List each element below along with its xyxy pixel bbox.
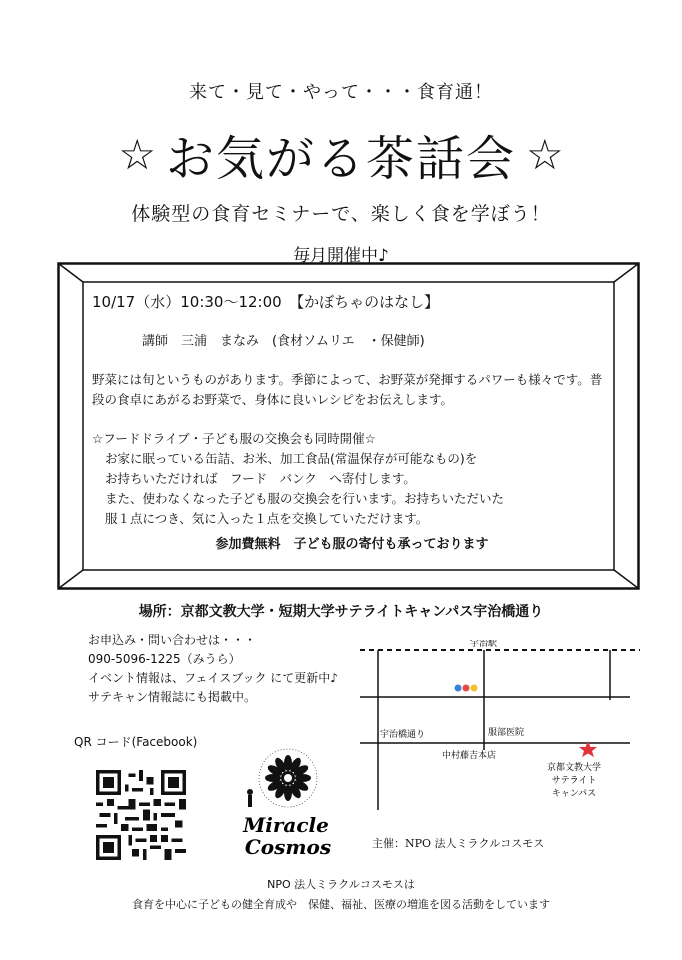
map-label-station: 宇治駅: [470, 640, 498, 649]
event-line: お家に眠っている缶詰、お米、加工食品(常温保存が可能なもの)を: [105, 451, 478, 466]
venue: 場所：京都文教大学・短期大学サテライトキャンパス宇治橋通り: [138, 604, 544, 620]
event-line: お持ちいただければ フード バンク へ寄付します。: [105, 471, 416, 486]
npo-description: 食育を中心に子どもの健全育成や 保健、福祉、医療の増進を図る活動をしています: [132, 898, 550, 911]
contact-line: お申込み・問い合わせは・・・: [88, 633, 257, 647]
event-line: 服１点につき、気に入った１点を交換していただけます。: [105, 511, 429, 526]
event-title: ☆フードドライブ・子ども服の交換会も同時開催☆: [92, 431, 376, 446]
logo-line-2: Cosmos: [244, 835, 332, 859]
qr-label: QR コード(Facebook): [74, 735, 198, 749]
subtitle: 体験型の食育セミナーで、楽しく食を学ぼう！: [131, 203, 551, 225]
access-map: [360, 640, 640, 810]
tagline: 来て・見て・やって・・・食育通！: [189, 82, 493, 103]
map-label-street: 宇治橋通り: [380, 730, 426, 740]
organizer: 主催：NPO 法人ミラクルコスモス: [372, 837, 545, 850]
map-dot-blue: [455, 685, 462, 692]
logo-line-1: Miracle: [243, 813, 329, 837]
title-row: [0, 120, 682, 189]
contact-phone: 090-5096-1225（みうら）: [88, 652, 241, 666]
event-line: また、使わなくなった子ども服の交換会を行います。お持ちいただいた: [105, 491, 505, 506]
contact-info: [88, 631, 338, 707]
session-description: 野菜には旬というものがあります。季節によって、お野菜が発揮するパワーも様々です。普段の食卓にあがるお野菜で、身体に良いレシピをお伝えします。: [92, 372, 603, 407]
map-label-campus-3: キャンパス: [551, 789, 597, 799]
npo-name: NPO 法人ミラクルコスモスは: [267, 878, 415, 891]
monthly-note: 毎月開催中♪: [293, 246, 389, 266]
session-content: [92, 292, 612, 555]
map-label-shop: 中村藤吉本店: [442, 751, 497, 761]
free-note: 参加費無料 子ども服の寄付も承っております: [215, 537, 489, 552]
miracle-cosmos-logo: [228, 748, 344, 864]
page-title: お気がる茶話会: [165, 131, 516, 187]
map-label-clinic: 服部医院: [488, 728, 525, 738]
map-dot-yellow: [471, 685, 478, 692]
session-datetime: 10/17（水）10:30〜12:00 【かぼちゃのはなし】: [92, 293, 440, 311]
map-label-campus-1: 京都文教大学: [546, 763, 602, 773]
map-label-campus-2: サテライト: [551, 776, 597, 786]
contact-line: サテキャン情報誌にも掲載中。: [88, 690, 257, 704]
star-left-icon: ☆: [118, 130, 156, 179]
qr-code-icon[interactable]: [96, 770, 186, 860]
lecturer: 講師 三浦 まなみ (食材ソムリエ ・保健師): [142, 334, 425, 349]
star-right-icon: ☆: [526, 130, 564, 179]
map-dot-red: [463, 685, 470, 692]
contact-line: イベント情報は、フェイスブック にて更新中♪: [88, 671, 338, 685]
